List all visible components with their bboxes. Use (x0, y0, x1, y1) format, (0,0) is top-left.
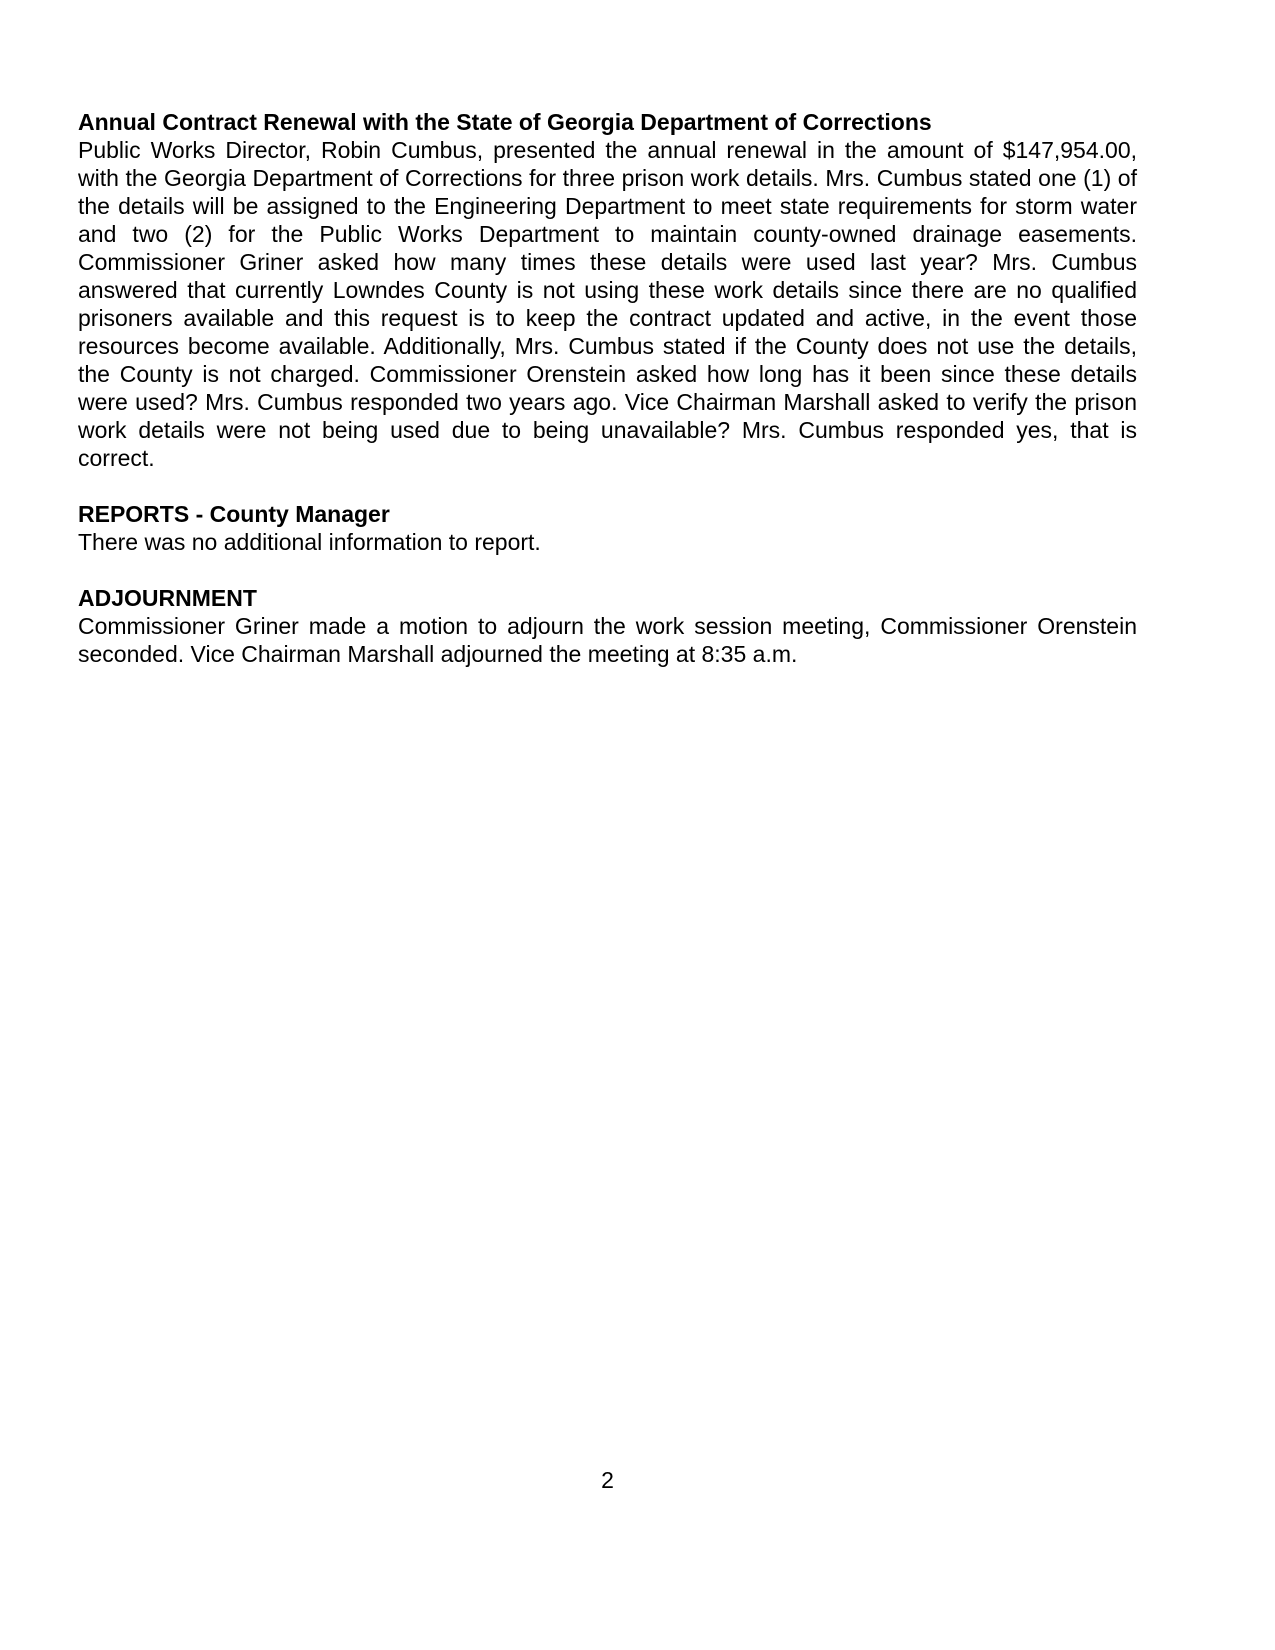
section-annual-contract-renewal (78, 108, 1137, 472)
section-body: Commissioner Griner made a motion to adjourn the work session meeting, Commissioner Orenstein seconded. Vice Chairman Marshall adjourned the meeting at 8:35 a.m. (78, 613, 1137, 667)
section-body: Public Works Director, Robin Cumbus, presented the annual renewal in the amount of $147,954.00, with the Georgia Department of Corrections for three prison work details. Mrs. Cumbus stated one (1) of the details will be assigned to the Engineering Department to meet state requirements for storm water and two (2) for the Public Works Department to maintain county-owned drainage easements. Commissioner Griner asked how many times these details were used last year? Mrs. Cumbus answered that currently Lowndes County is not using these work details since there are no qualified prisoners available and this request is to keep the contract updated and active, in the event those resources become available. Additionally, Mrs. Cumbus stated if the County does not use the details, the County is not charged. Commissioner Orenstein asked how long has it been since these details were used? Mrs. Cumbus responded two years ago. Vice Chairman Marshall asked to verify the prison work details were not being used due to being unavailable? Mrs. Cumbus responded yes, that is correct. (78, 137, 1137, 471)
section-heading: REPORTS - County Manager (78, 501, 390, 527)
page-number: 2 (601, 1467, 614, 1493)
section-body: There was no additional information to report. (78, 529, 541, 555)
section-heading: ADJOURNMENT (78, 585, 257, 611)
section-adjournment (78, 584, 1137, 668)
section-reports-county-manager (78, 500, 1137, 556)
section-heading: Annual Contract Renewal with the State of Georgia Department of Corrections (78, 109, 932, 135)
